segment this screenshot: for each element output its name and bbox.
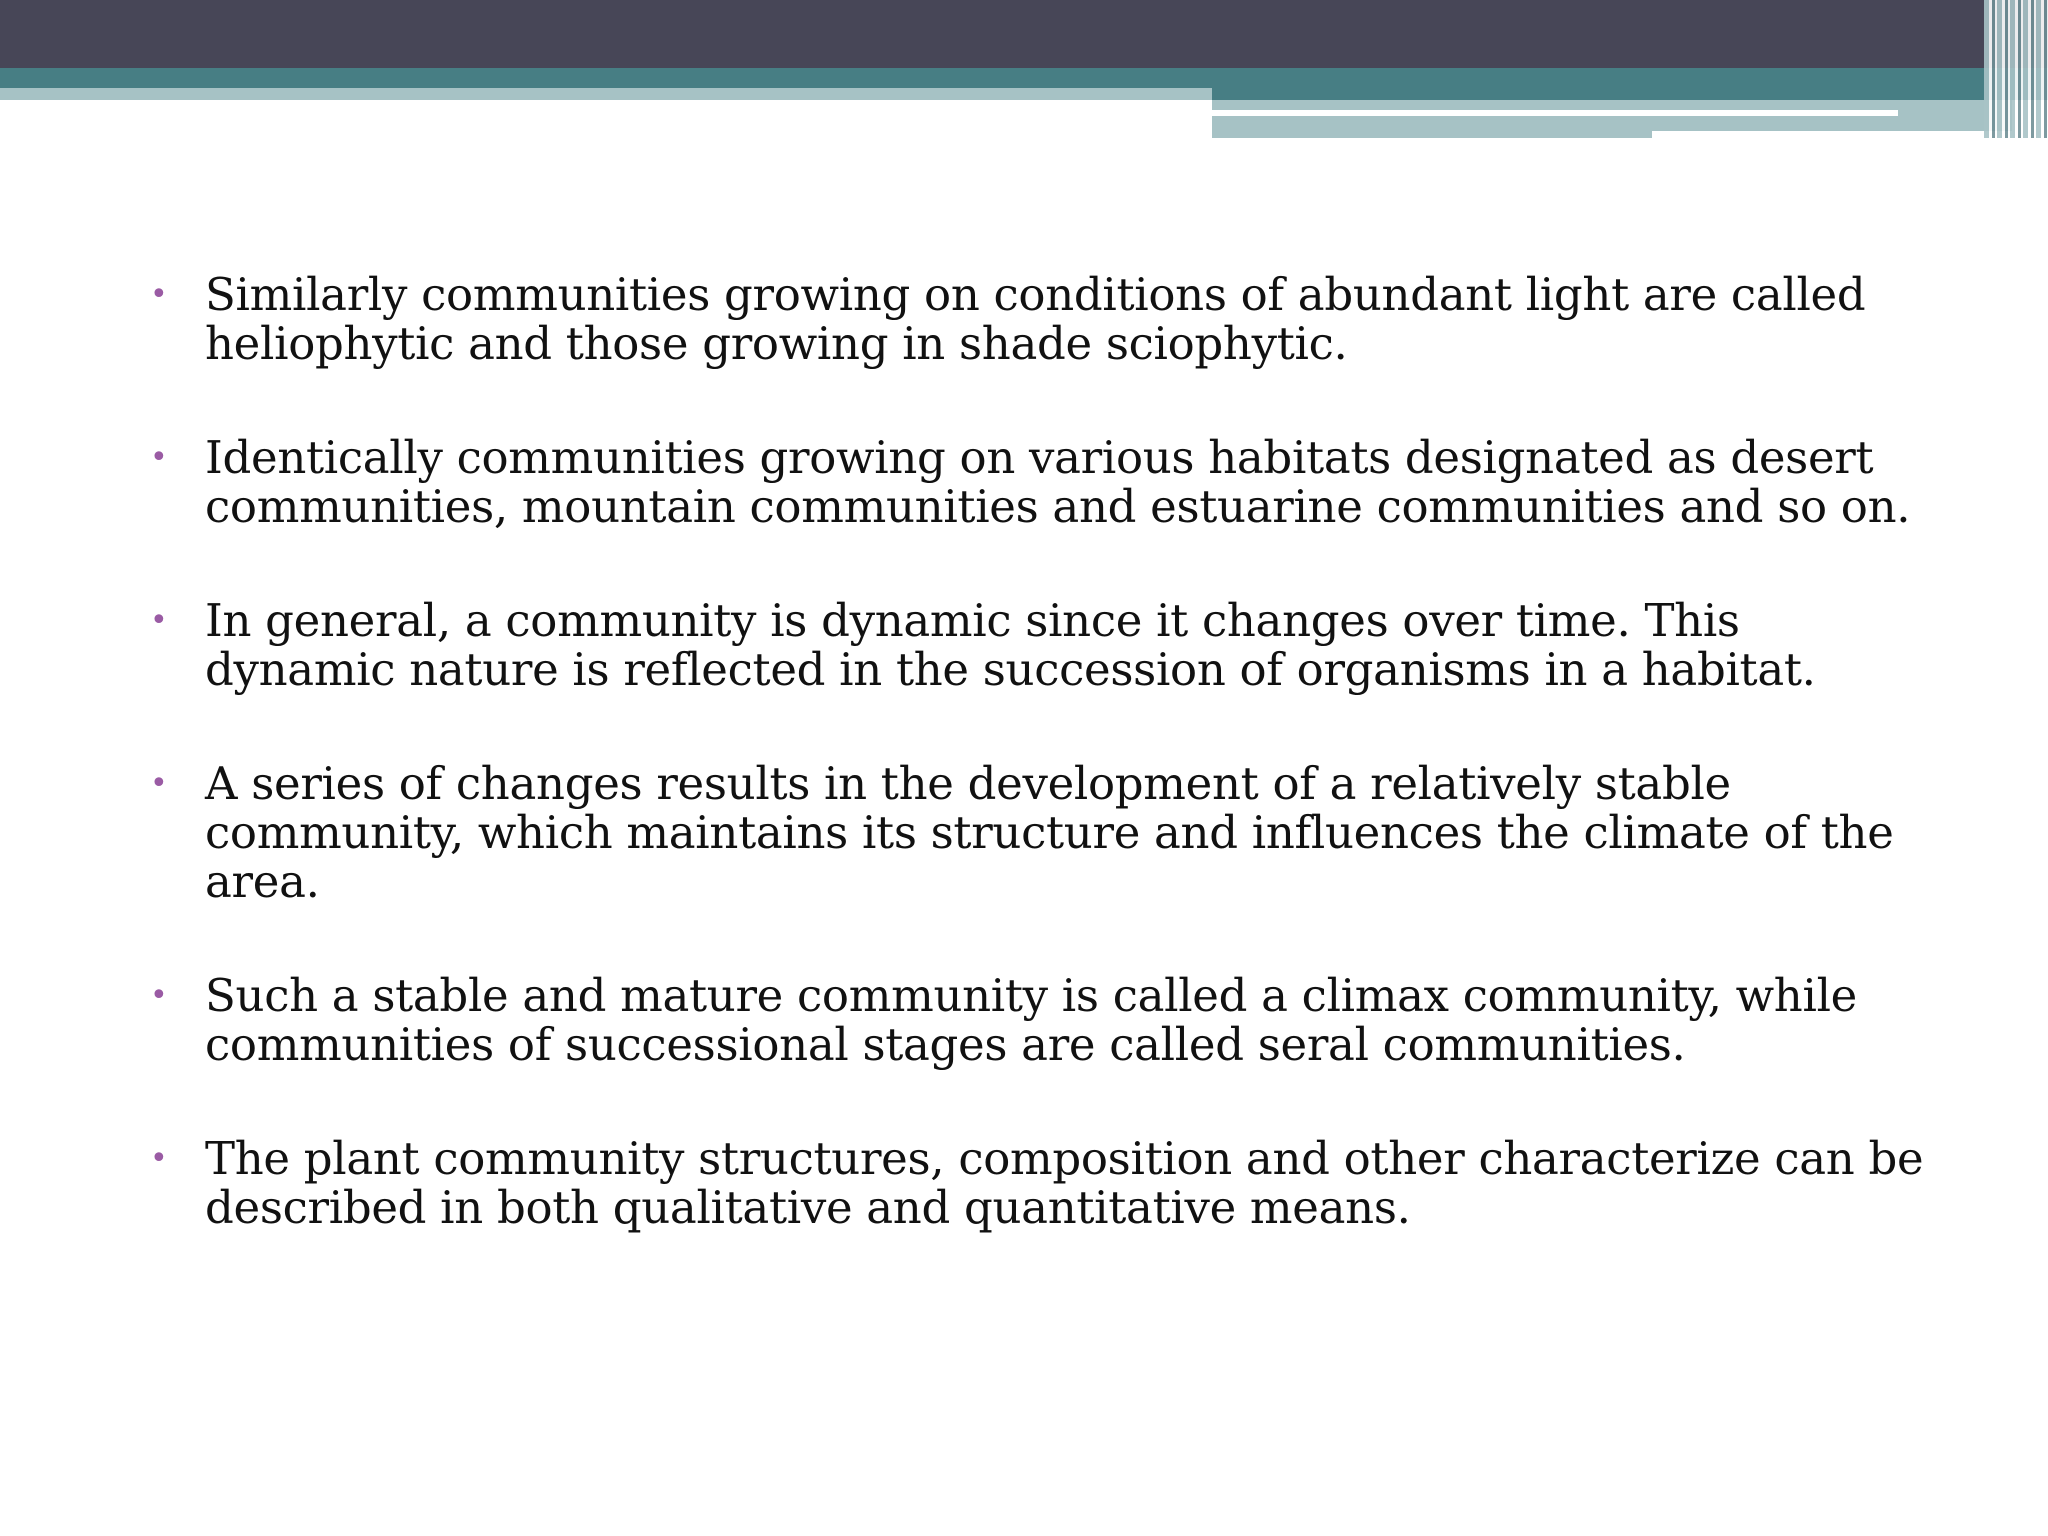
bullet-text: Similarly communities growing on conditions of abundant light are called heliophytic and those growing in shade sciophytic.	[205, 268, 1866, 370]
bullet-dot-icon: •	[150, 1141, 168, 1176]
header-dark-band	[0, 0, 2048, 68]
bullet-dot-icon: •	[150, 277, 168, 312]
bullet-text: Such a stable and mature community is called a climax community, while communities of successional stages are called seral communities.	[205, 969, 1857, 1071]
bullet-item	[140, 759, 1940, 906]
bullet-item	[140, 1134, 1940, 1232]
header-stripes	[1984, 0, 2048, 138]
bullet-text: A series of changes results in the development of a relatively stable community, which maintains its structure and influences the climate of the area.	[205, 757, 1894, 908]
header-light-band-left	[0, 88, 1212, 100]
header-teal-band-right	[1212, 68, 2048, 100]
bullet-dot-icon: •	[150, 603, 168, 638]
bullet-item	[140, 270, 1940, 368]
bullet-dot-icon: •	[150, 978, 168, 1013]
slide-content	[140, 270, 1940, 1297]
header-white-notch	[1652, 131, 2012, 138]
bullet-item	[140, 596, 1940, 694]
bullet-dot-icon: •	[150, 766, 168, 801]
bullet-text: Identically communities growing on various habitats designated as desert communities, mountain communities and estuarine communities and so on.	[205, 431, 1911, 533]
bullet-text: In general, a community is dynamic since it changes over time. This dynamic nature is reflected in the succession of organisms in a habitat.	[205, 594, 1816, 696]
bullet-item	[140, 971, 1940, 1069]
header-white-line	[1212, 110, 1898, 116]
bullet-item	[140, 433, 1940, 531]
bullet-list	[140, 270, 1940, 1232]
bullet-dot-icon: •	[150, 440, 168, 475]
header-teal-band-left	[0, 68, 1212, 88]
bullet-text: The plant community structures, composition and other characterize can be described in both qualitative and quantitative means.	[205, 1132, 1924, 1234]
